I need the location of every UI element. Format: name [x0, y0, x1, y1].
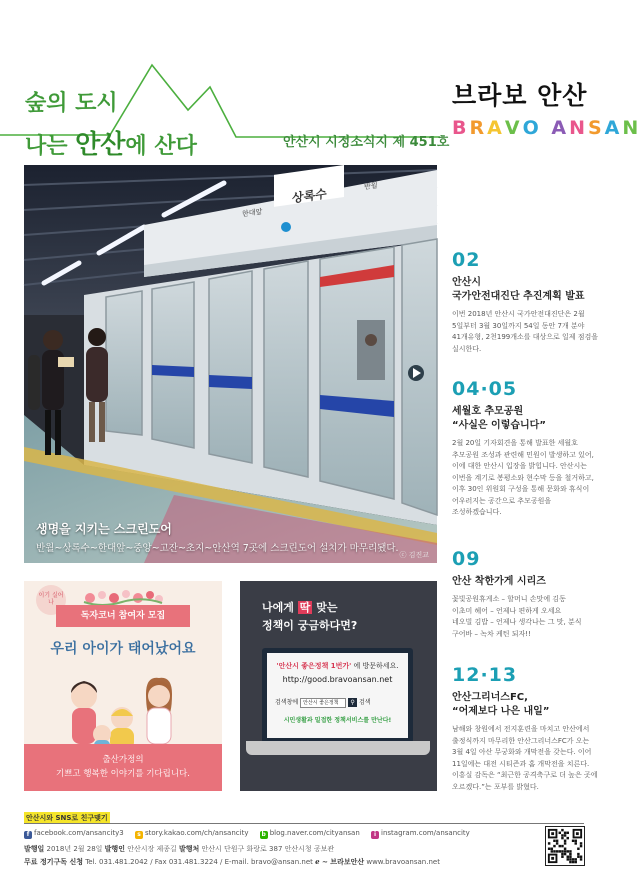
laptop-base: [246, 741, 430, 755]
brand-letter: A: [604, 117, 623, 139]
kakao-story-link[interactable]: s story.kakao.com/ch/ansancity: [135, 829, 248, 837]
hero-title: 생명을 지키는 스크린도어: [36, 522, 172, 536]
naver-blog-link[interactable]: b blog.naver.com/cityansan: [261, 829, 360, 838]
issue-number: 안산시 시정소식지 제 451호: [283, 135, 450, 150]
news-body: 2월 20일 기자회견을 통해 발표한 세월호 추모공원 조성과 관련해 민원이 발생하고 있어, 이에 대한 안산시 입장을 밝힙니다. 안산시는 이번을 계기로 봉평소와 현수막 등을 철거하고, 이후 30인 위원회 구성을 통해 문화와 휴식이 어우러지는 공간으로 추모공원을 조성하겠습니다.: [452, 439, 594, 517]
naver-blog-icon: b: [261, 831, 266, 838]
brand-letter: B: [452, 117, 470, 139]
screen-visit-text: '안산시 좋은정책 1번가' 에 방문하세요.: [276, 662, 399, 670]
station-sign-main: 상록수: [292, 186, 327, 206]
ad-ribbon: 독자코너 참여자 모집: [56, 605, 190, 627]
search-input[interactable]: 안산시 좋은정책: [300, 698, 346, 708]
brand-letter: O: [522, 117, 542, 139]
ad-question-line-2: 정책이 궁금하다면?: [262, 619, 358, 632]
news-body: 이번 2018년 안산시 국가안전대진단은 2월 5일부터 3월 30일까지 54일 동안 7개 분야 41개유형, 2천199개소를 대상으로 일제 점검을 실시한다.: [452, 310, 599, 353]
news-item[interactable]: [452, 380, 602, 519]
news-page-number: 04·05: [452, 378, 518, 400]
facebook-icon: f: [24, 831, 32, 839]
news-title: 세월호 추모공원 “사실은 이렇습니다”: [452, 406, 546, 431]
news-page-number: 02: [452, 249, 481, 271]
photo-credit: ⓒ 김진교: [399, 551, 429, 559]
instagram-link[interactable]: i instagram.com/ansancity: [371, 829, 470, 837]
subway-platform-illustration: [24, 165, 437, 563]
screen-tagline: 시민생활과 밀접한 정책서비스를 만난다!: [283, 717, 392, 724]
ad-bottom-banner: [24, 744, 222, 791]
sns-links: [24, 829, 479, 839]
brand-logo-korean: 브라보 안산: [452, 81, 588, 110]
brand-letter: N: [569, 117, 588, 139]
news-title: 안산그리너스FC, “어제보다 나은 내일”: [452, 692, 550, 717]
facebook-link[interactable]: f facebook.com/ansancity3: [24, 829, 124, 837]
brand-letter: R: [469, 117, 488, 139]
hero-caption: 반월~상록수~한대앞~중앙~고잔~초지~안산역 7곳에 스크린도어 설치가 마무리됐다.: [36, 543, 399, 554]
policy-website-ad[interactable]: [240, 581, 437, 791]
news-item[interactable]: [452, 251, 602, 355]
ad-bottom-line-1: 출산가정의: [102, 755, 144, 765]
news-title: 안산시 국가안전대진단 추진계획 발표: [452, 277, 585, 302]
baby-announcement-ad[interactable]: [24, 581, 222, 791]
kakao-story-icon: s: [135, 831, 143, 839]
instagram-icon: i: [371, 831, 379, 839]
brand-letter: N: [622, 117, 641, 139]
station-sign-left: 한대앞: [242, 206, 263, 219]
station-sign-right: 반월: [363, 180, 378, 192]
brand-letter: S: [587, 117, 605, 139]
brand-letter: A: [551, 117, 570, 139]
footer-divider: [24, 823, 584, 824]
brand-letter: [542, 117, 552, 139]
news-item[interactable]: [452, 666, 602, 793]
ad-circle-badge: 이기 실어나: [36, 585, 66, 615]
hero-photo: [24, 165, 437, 563]
family-illustration: [54, 666, 194, 754]
screen-url[interactable]: http://good.bravoansan.net: [282, 675, 393, 684]
news-body: 남해와 창원에서 전지훈련을 마치고 안산에서 출정식까지 마무리한 안산그리너스FC가 오는 3월 4일 아산 무궁화와 개막전을 갖는다. 이어 11일에는 대전 시티즌과 홈 개막전을 치른다. 이흥실 감독은 “최근한 공격축구로 더 높은 곳에 오르겠다.”는 포부를 밝혔다.: [452, 725, 598, 791]
masthead: [0, 0, 641, 165]
news-item[interactable]: [452, 550, 602, 640]
ad-bottom-line-2: 기쁘고 행복한 이야기를 기다립니다.: [56, 768, 190, 779]
slogan-line-1: 숲의 도시: [25, 91, 118, 116]
laptop-screen: [262, 648, 413, 743]
brand-letter: V: [504, 117, 523, 139]
screen-search-row: 검색창에 안산시 좋은정책 ⚲ 검색: [275, 699, 371, 706]
qr-code-icon[interactable]: [545, 826, 585, 866]
slogan-line-2: 나는 안산에 산다: [25, 130, 197, 160]
search-icon[interactable]: ⚲: [348, 698, 357, 707]
imprint-line-2: 무료 정기구독 신청 Tel. 031.481.2042 / Fax 031.481.3224 / E-mail. bravo@ansan.net ℯ ~ 브라보안산 www.bravoansan.net: [24, 858, 440, 866]
sns-section-label: 안산시와 SNS로 친구맺기: [26, 814, 108, 822]
ad-question-line-1: 나에게 딱 맞는: [262, 601, 338, 614]
search-button[interactable]: 검색: [358, 699, 371, 706]
news-page-number: 09: [452, 548, 481, 570]
news-page-number: 12·13: [452, 664, 518, 686]
news-body: 꽃빛공원휴게소 – 할머니 손맛에 김동 이초미 헤어 – 언제나 편하게 오세요 네오빌 김밥 – 언제나 생각나는 그 맛, 분식 구어바 – 녹차 케틴 되자!!: [452, 595, 582, 638]
news-title: 안산 착한가게 시리즈: [452, 576, 546, 587]
ad-headline: 우리 아이가 태어났어요: [50, 641, 196, 657]
imprint-line-1: 발행일 2018년 2월 28일 발행인 안산시장 제종길 발행처 안산시 단원구 화랑로 387 안산시청 공보관: [24, 845, 335, 853]
brand-letter: A: [487, 117, 505, 139]
brand-logo-english: [452, 117, 641, 139]
